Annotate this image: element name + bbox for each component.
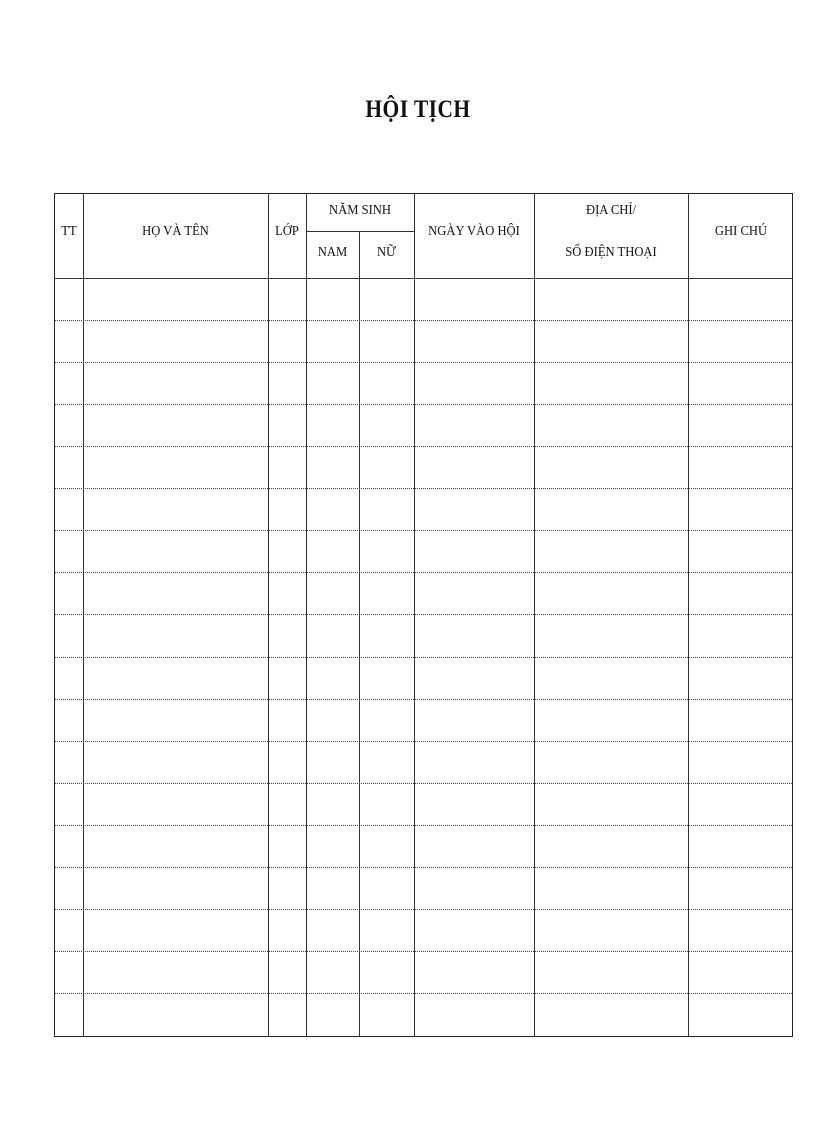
header-female: NỮ <box>377 245 396 260</box>
header-bottom-border <box>55 278 792 279</box>
row-separator <box>55 867 792 868</box>
register-table <box>54 193 793 1037</box>
row-separator <box>55 488 792 489</box>
row-separator <box>55 993 792 994</box>
row-separator <box>55 362 792 363</box>
subheader-divider <box>306 231 414 232</box>
row-separator <box>55 783 792 784</box>
row-separator <box>55 741 792 742</box>
row-separator <box>55 404 792 405</box>
header-tt: TT <box>61 224 77 239</box>
row-separator <box>55 614 792 615</box>
header-join-date: NGÀY VÀO HỘI <box>428 224 520 239</box>
row-separator <box>55 657 792 658</box>
header-name: HỌ VÀ TÊN <box>142 224 209 239</box>
row-separator <box>55 320 792 321</box>
header-address: ĐỊA CHỈ/ <box>585 203 637 218</box>
row-separator <box>55 530 792 531</box>
page-title: HỘI TỊCH <box>365 96 471 123</box>
header-male: NAM <box>317 245 348 260</box>
header-class: LỚP <box>275 224 299 239</box>
row-separator <box>55 951 792 952</box>
row-separator <box>55 446 792 447</box>
row-separator <box>55 825 792 826</box>
row-separator <box>55 909 792 910</box>
header-birth-year: NĂM SINH <box>329 203 391 218</box>
row-separator <box>55 572 792 573</box>
header-note: GHI CHÚ <box>714 224 768 239</box>
column-divider <box>359 231 360 1036</box>
header-phone: SỐ ĐIỆN THOẠI <box>565 245 657 260</box>
row-separator <box>55 699 792 700</box>
